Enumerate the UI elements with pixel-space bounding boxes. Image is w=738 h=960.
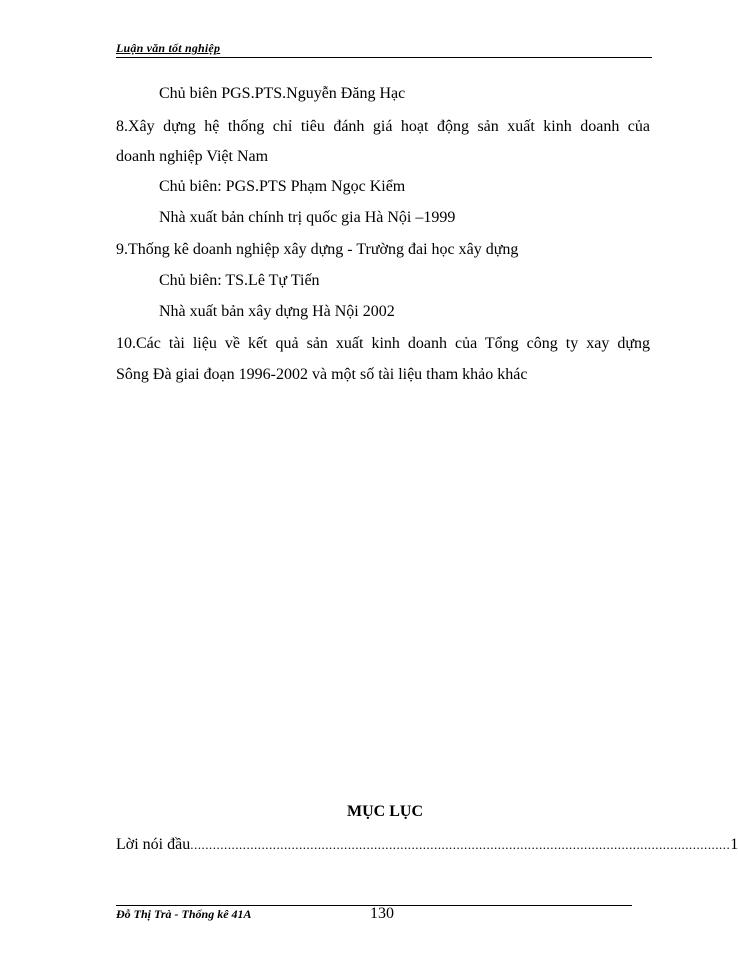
footer-author: Đỗ Thị Trà - Thống kê 41A bbox=[116, 907, 252, 921]
footer-page-number: 130 bbox=[370, 905, 394, 922]
ref-9-publisher: Nhà xuất bản xây dựng Hà Nội 2002 bbox=[159, 303, 395, 320]
ref-7-editor: Chủ biên PGS.PTS.Nguyễn Đăng Hạc bbox=[159, 85, 406, 102]
ref-9-editor: Chủ biên: TS.Lê Tự Tiến bbox=[159, 272, 320, 289]
ref-10-line2: Sông Đà giai đoạn 1996-2002 và một số tài liệu tham khảo khác bbox=[116, 366, 528, 383]
toc-entry-dots: ................................................................................................................................................ bbox=[190, 837, 731, 852]
ref-8-publisher: Nhà xuất bản chính trị quốc gia Hà Nội –1999 bbox=[159, 209, 456, 226]
page-header bbox=[116, 40, 652, 58]
toc-entry-page: 1 bbox=[730, 836, 738, 853]
ref-10-line1: 10.Các tài liệu về kết quả sản xuất kinh doanh của Tổng công ty xay dựng bbox=[116, 335, 650, 352]
header-title: Luận văn tốt nghiệp bbox=[116, 41, 221, 55]
ref-8-editor: Chủ biên: PGS.PTS Phạm Ngọc Kiểm bbox=[159, 178, 406, 195]
ref-8-title-line1: 8.Xây dựng hệ thống chỉ tiêu đánh giá hoạt động sản xuất kinh doanh của bbox=[116, 118, 650, 135]
ref-9-title: 9.Thống kê doanh nghiệp xây dựng - Trường đai học xây dựng bbox=[116, 241, 519, 258]
toc-heading: MỤC LỤC bbox=[347, 803, 423, 820]
ref-8-title-line2: doanh nghiệp Việt Nam bbox=[116, 148, 269, 165]
toc-entry[interactable] bbox=[116, 836, 738, 856]
toc-entry-label: Lời nói đầu bbox=[116, 836, 191, 853]
